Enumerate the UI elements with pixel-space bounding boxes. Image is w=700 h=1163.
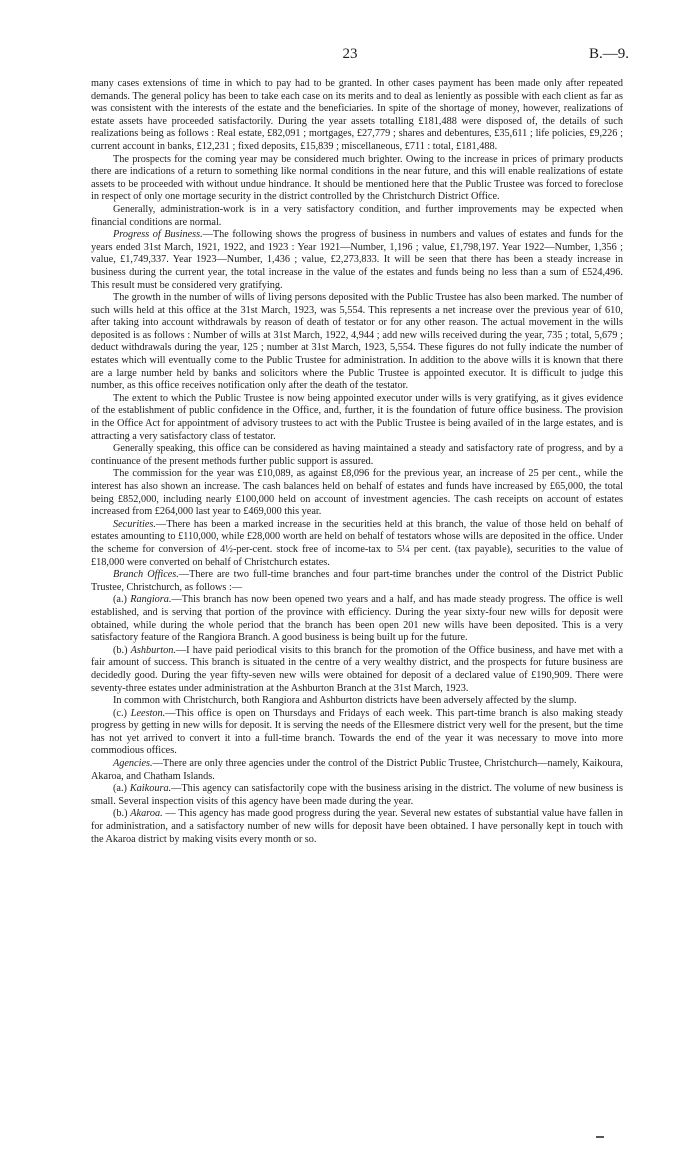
paragraph-p5	[91, 292, 623, 393]
paragraph-p7	[91, 443, 623, 468]
paragraph-p2	[91, 154, 623, 204]
paragraph-p14	[91, 708, 623, 758]
paragraph-prefix: (b.)	[113, 644, 131, 656]
paragraph-p1	[91, 78, 623, 154]
paragraph-text: —There are only three agencies under the control of the District Public Trustee, Christchurch—namely, Kaikoura, Akaroa, and Chatham Islands.	[91, 758, 623, 782]
paragraph-text: — This agency has made good progress during the year. Several new estates of substantial value have fallen in for administration, and a satisfactory number of new wills for deposit have been obtained. I have personally kept in touch with the Akaroa district by making visits every month or so.	[91, 808, 624, 845]
paragraph-prefix: (a.)	[113, 783, 130, 795]
paragraph-heading: Akaroa.	[130, 808, 163, 820]
paragraph-heading: Rangiora.	[130, 594, 172, 606]
paragraph-p13	[91, 695, 623, 708]
paragraph-heading: Progress of Business.	[113, 229, 203, 241]
paragraph-heading: Kaikoura.	[129, 783, 172, 795]
paragraph-text: —There are two full-time branches and four part-time branches under the control of the District Public Trustee, Christchurch, as follows :—	[91, 569, 623, 593]
body-text	[91, 78, 623, 846]
paragraph-text: The prospects for the coming year may be considered much brighter. Owing to the increase in prices of primary products there are indications of a return to something like normal conditions in the near future, and this will enable realizations of estate assets to be proceeded with without undue hindrance. It should be mentioned here that the Public Trustee was forced to foreclose in respect of only one mortage security in the district controlled by the Christchurch District Office.	[91, 153, 623, 203]
paragraph-p11	[91, 594, 623, 644]
paragraph-text: The growth in the number of wills of living persons deposited with the Public Trustee has also been marked. The number of such wills held at this office at the 31st March, 1923, was 5,554. This represents a net increase over the previous year of 610, after taking into account withdrawals by reason of death of testator or for any other reason. The actual movement in the wills deposited is as follows : Number of wills at 31st March, 1922, 4,944 ; add new wills received during the year, 735 ; total, 5,679 ; deduct withdrawals during the year, 125 ; number at 31st March, 1923, 5,554. These figures do not fully indicate the number of estates which will eventually come to the Public Trustee for administration. In addition to the above wills it is known that there are a large number held by banks and solicitors where the Public Trustee is appointed executor. It is difficult to judge this number, as this office receives notification only after the death of the testator.	[91, 292, 623, 392]
paragraph-p10	[91, 569, 623, 594]
paragraph-text: —This agency can satisfactorily cope with the business arising in the district. The volume of new business is small. Several inspection visits of this agency have been made during the year.	[91, 783, 623, 807]
paragraph-p9	[91, 519, 623, 569]
paragraph-text: —This branch has now been opened two years and a half, and has made steady progress. The office is well established, and is serving that portion of the province with efficiency. During the year sixty-four new wills for deposit were obtained, while during the whole period that the branch has been open 201 new wills have been deposited. This is a very satisfactory feature of the Rangiora Branch. A good business is being built up for the future.	[91, 594, 623, 644]
document-reference: B.—9.	[588, 46, 629, 62]
paragraph-text: The commission for the year was £10,089, as against £8,096 for the previous year, an increase of 25 per cent., while the interest has also shown an increase. The cash balances held on behalf of estates and funds have increased by £65,000, the total being £852,000, including nearly £100,000 held on account of investment agencies. The cash receipts on account of estates increased from £264,000 last year to £469,000 this year.	[91, 468, 623, 518]
paragraph-heading: Branch Offices.	[113, 569, 179, 581]
paragraph-p4	[91, 229, 623, 292]
paragraph-prefix: (a.)	[113, 594, 131, 606]
paragraph-p15	[91, 758, 623, 783]
paragraph-p3	[91, 204, 623, 229]
paragraph-p17	[91, 808, 623, 846]
paragraph-text: —There has been a marked increase in the securities held at this branch, the value of those held on behalf of estates amounting to £110,000, while £28,000 worth are held on behalf of testators whose wills are deposited in the office. Under the scheme for conversion of 4½-per-cent. stock free of income-tax to 5¼ per cent. (tax payable), securities to the value of £18,000 were converted on behalf of Christchurch estates.	[91, 518, 623, 568]
paragraph-text: —I have paid periodical visits to this branch for the promotion of the Office business, and have met with a fair amount of success. This branch is situated in the centre of a very wealthy district, and the prospects for future business are decidedly good. During the year fifty-seven new wills were obtained for deposit of a declared value of £190,909. There were seventy-three estates under administration at the Ashburton Branch at the 31st March, 1923.	[91, 644, 624, 694]
paragraph-text: Generally speaking, this office can be considered as having maintained a steady and satisfactory rate of progress, and by a continuance of the present methods further public support is assured.	[91, 443, 623, 467]
paragraph-p6	[91, 393, 623, 443]
paragraph-text: Generally, administration-work is in a very satisfactory condition, and further improvements may be expected when financial conditions are normal.	[91, 203, 623, 228]
paragraph-heading: Ashburton.	[130, 644, 176, 656]
page-number: 23	[342, 46, 358, 62]
paragraph-heading: Agencies.	[113, 758, 153, 770]
paragraph-text: In common with Christchurch, both Rangiora and Ashburton districts have been adversely affected by the slump.	[113, 695, 577, 707]
paragraph-p8	[91, 468, 623, 518]
paragraph-text: —This office is open on Thursdays and Fridays of each week. This part-time branch is also making steady progress by getting in new wills for deposit. It is serving the needs of the Ellesmere district very well for the present, but the time has not yet arrived to convert it into a full-time branch. Towards the end of the year it was necessary to move into more commodious offices.	[91, 707, 623, 757]
page-header	[0, 46, 700, 66]
paragraph-p12	[91, 645, 623, 695]
footer-mark	[596, 1136, 604, 1138]
paragraph-text: —The following shows the progress of business in numbers and values of estates and funds for the years ended 31st March, 1921, 1922, and 1923 : Year 1921—Number, 1,196 ; value, £1,798,197. Year 1922—Number, 1,356 ; value, £1,749,337. Year 1923—Number, 1,436 ; value, £2,273,833. It will be seen that there has been a steady increase in business during the current year, the total increase in the value of the estates and funds being no less than a sum of £524,496. This result must be considered very gratifying.	[91, 229, 624, 291]
paragraph-p16	[91, 783, 623, 808]
paragraph-text: many cases extensions of time in which to pay had to be granted. In other cases payment has been made only after repeated demands. The general policy has been to take each case on its merits and to deal as leniently as possible with each client as far as was consistent with the interests of the estate and the beneficiaries. In spite of the shortage of money, however, realizations of estate assets have proceeded satisfactorily. During the year assets totalling £181,488 were disposed of, the details of such realizations being as follows : Real estate, £82,091 ; mortgages, £27,779 ; shares and debentures, £35,611 ; life policies, £9,226 ; current account in banks, £12,231 ; fixed deposits, £15,839 ; miscellaneous, £711 : total, £181,488.	[91, 78, 623, 152]
paragraph-prefix: (b.)	[113, 808, 131, 820]
paragraph-heading: Leeston.	[130, 707, 166, 719]
paragraph-heading: Securities.	[113, 518, 156, 530]
paragraph-prefix: (c.)	[113, 707, 131, 719]
paragraph-text: The extent to which the Public Trustee is now being appointed executor under wills is very gratifying, as it gives evidence of the establishment of public confidence in the Office, and, further, it is the foundation of future office business. The provision in the Office Act for appointment of advisory trustees to act with the Public Trustee is being availed of in the large estates, and is attracting a very satisfactory class of testator.	[91, 392, 623, 442]
